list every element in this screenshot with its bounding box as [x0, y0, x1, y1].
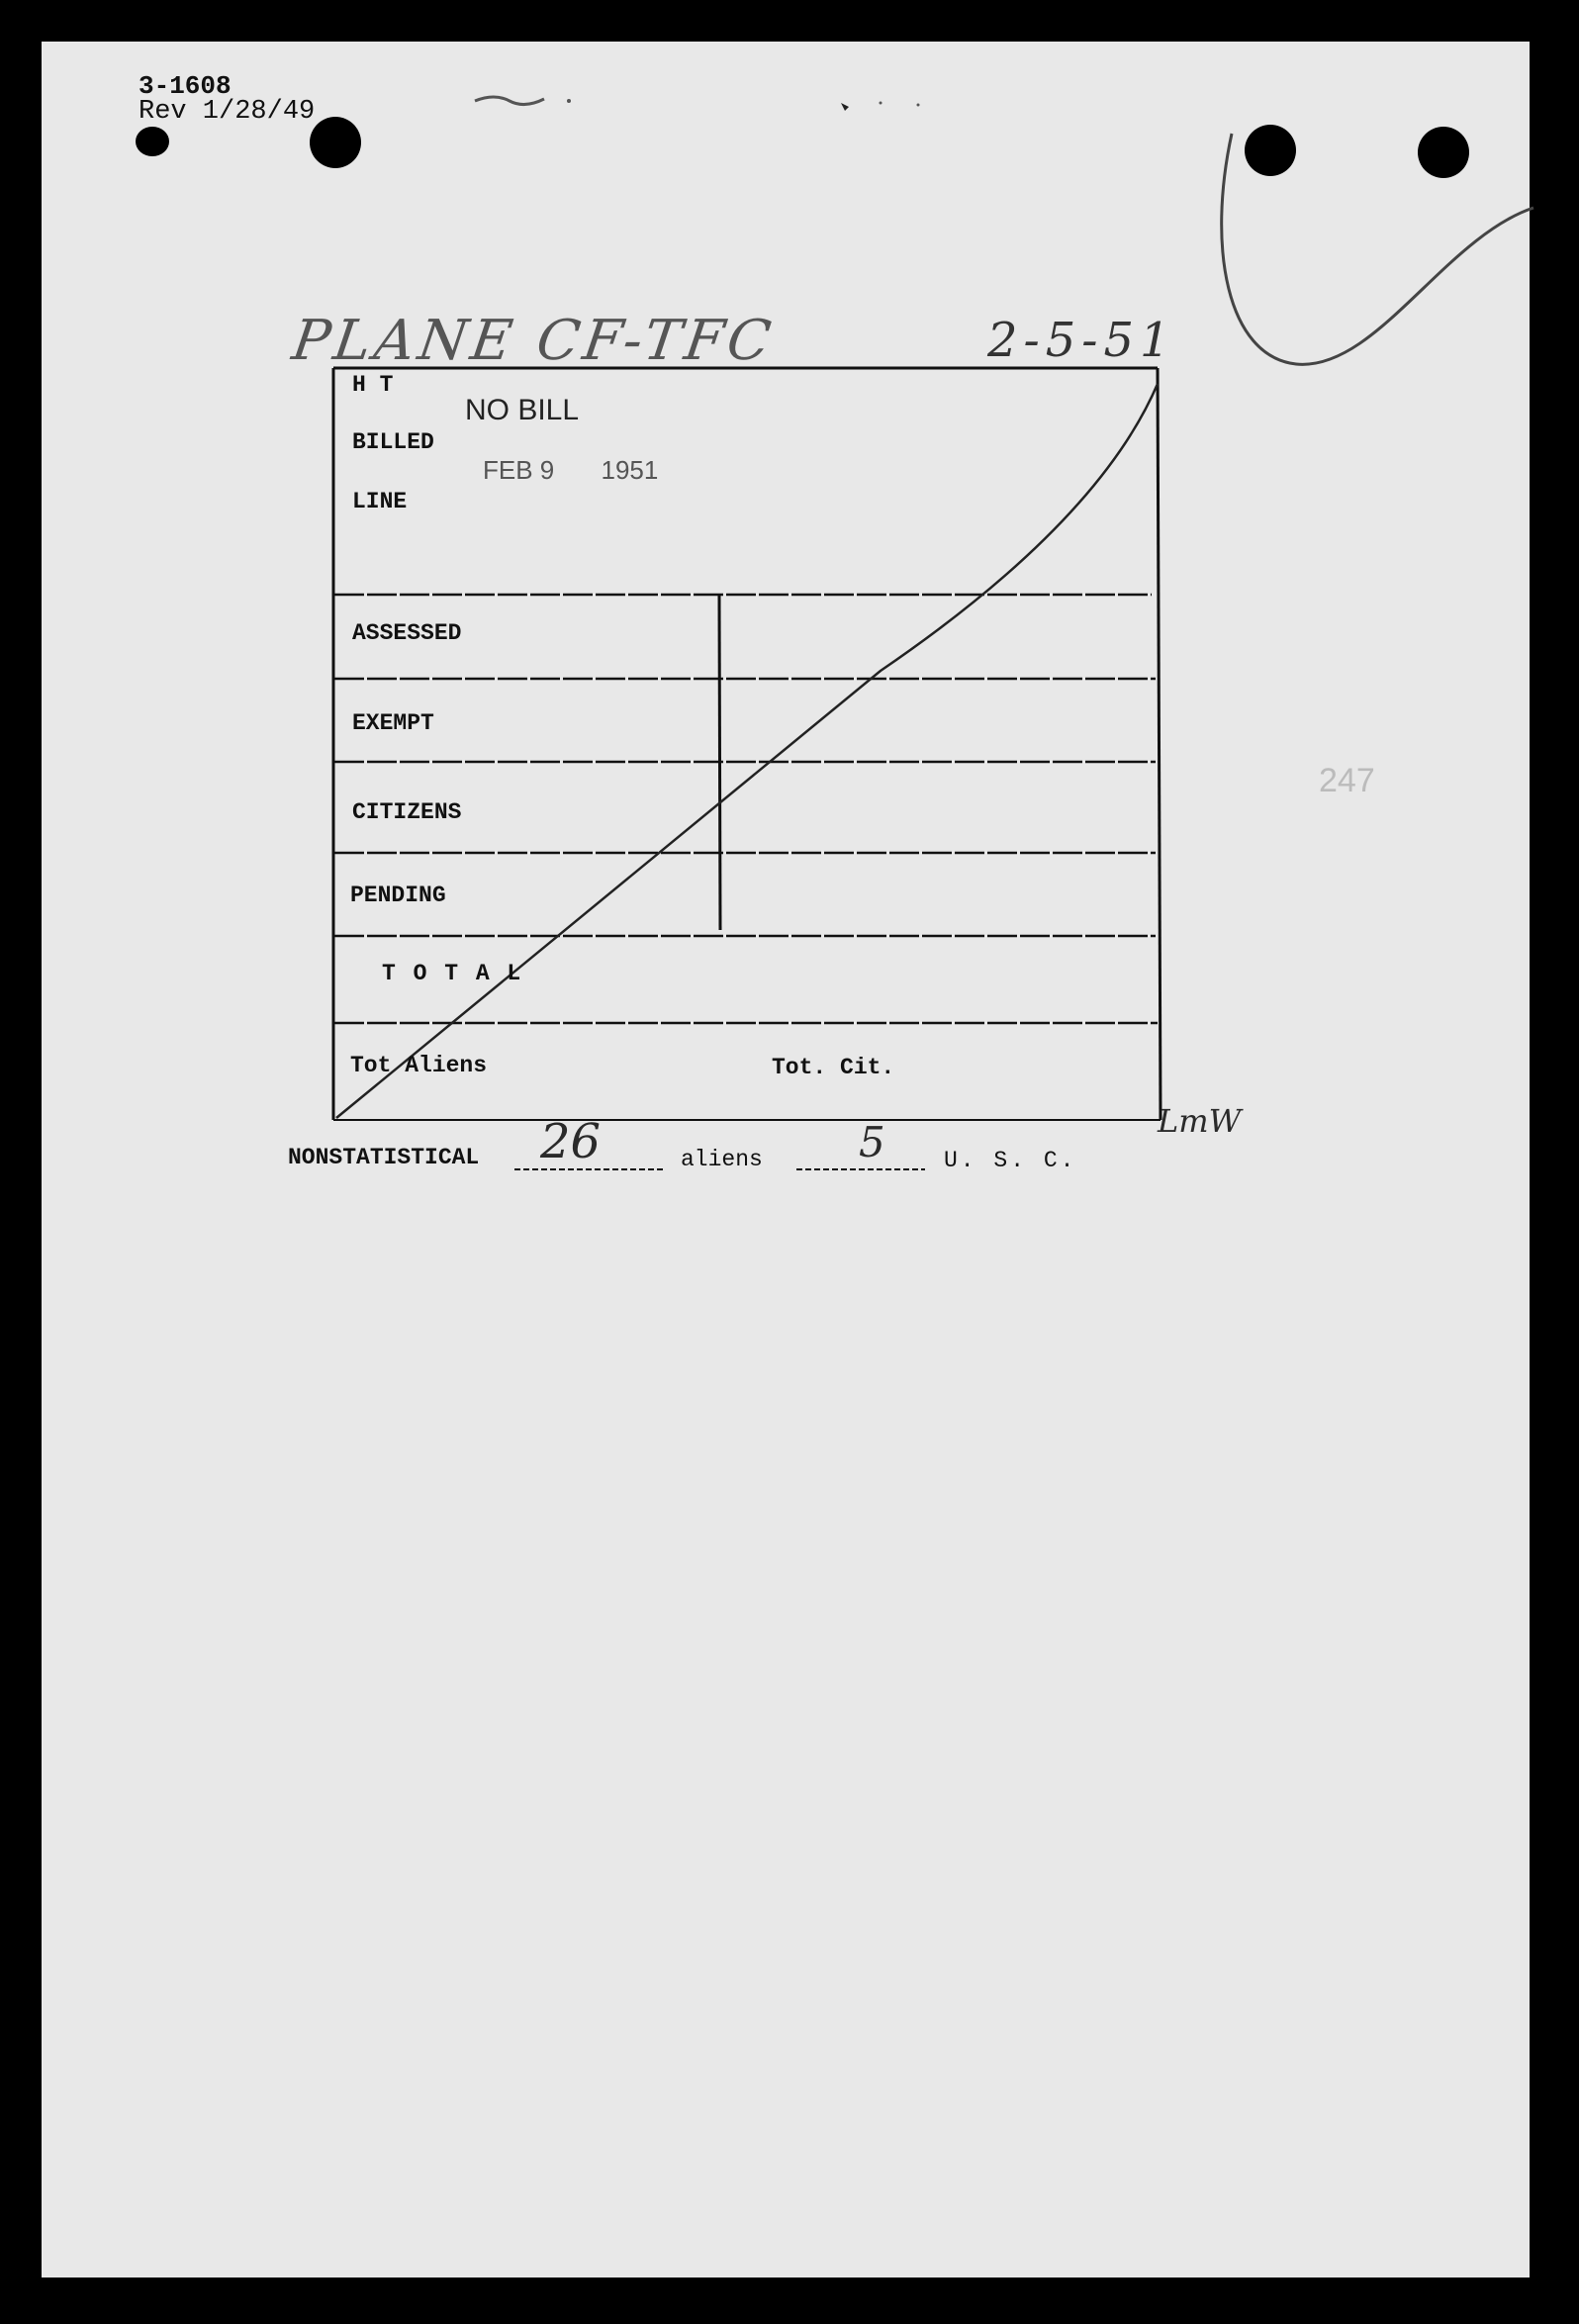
stamp-no-bill: NO BILL	[465, 394, 580, 426]
stamp-month-day: FEB 9	[483, 455, 555, 485]
pencil-curve-mark	[1217, 129, 1543, 376]
handwritten-title: PLANE CF-TFC	[288, 309, 779, 373]
punch-hole-left	[310, 117, 361, 168]
handwritten-aliens-count: 26	[540, 1114, 602, 1169]
label-tot-cit: Tot. Cit.	[772, 1055, 895, 1080]
form-revision: Rev 1/28/49	[139, 97, 316, 127]
label-tot-aliens: Tot Aliens	[350, 1053, 488, 1078]
form-number: 3-1608	[139, 71, 232, 101]
handwritten-initials: LmW	[1158, 1102, 1242, 1140]
handwritten-usc-count: 5	[859, 1118, 885, 1166]
label-nonstatistical: NONSTATISTICAL	[288, 1145, 480, 1170]
label-usc: U. S. C.	[944, 1148, 1077, 1173]
handwritten-date: 2-5-51	[987, 313, 1176, 368]
punch-hole-top-left	[136, 127, 169, 156]
form-grid	[326, 364, 1165, 1126]
label-billed: BILLED	[352, 429, 434, 455]
row-label-citizens: CITIZENS	[352, 799, 462, 825]
side-number: 247	[1319, 762, 1375, 799]
label-line: LINE	[352, 489, 408, 514]
row-label-exempt: EXEMPT	[352, 710, 434, 736]
label-total: T O T A L	[382, 961, 523, 986]
stamp-date	[483, 455, 658, 486]
label-ht: H T	[352, 372, 394, 398]
smudge-marks	[465, 85, 940, 125]
stamp-year: 1951	[601, 455, 659, 485]
row-label-pending: PENDING	[350, 883, 446, 908]
row-label-assessed: ASSESSED	[352, 620, 462, 646]
label-aliens: aliens	[681, 1147, 763, 1172]
